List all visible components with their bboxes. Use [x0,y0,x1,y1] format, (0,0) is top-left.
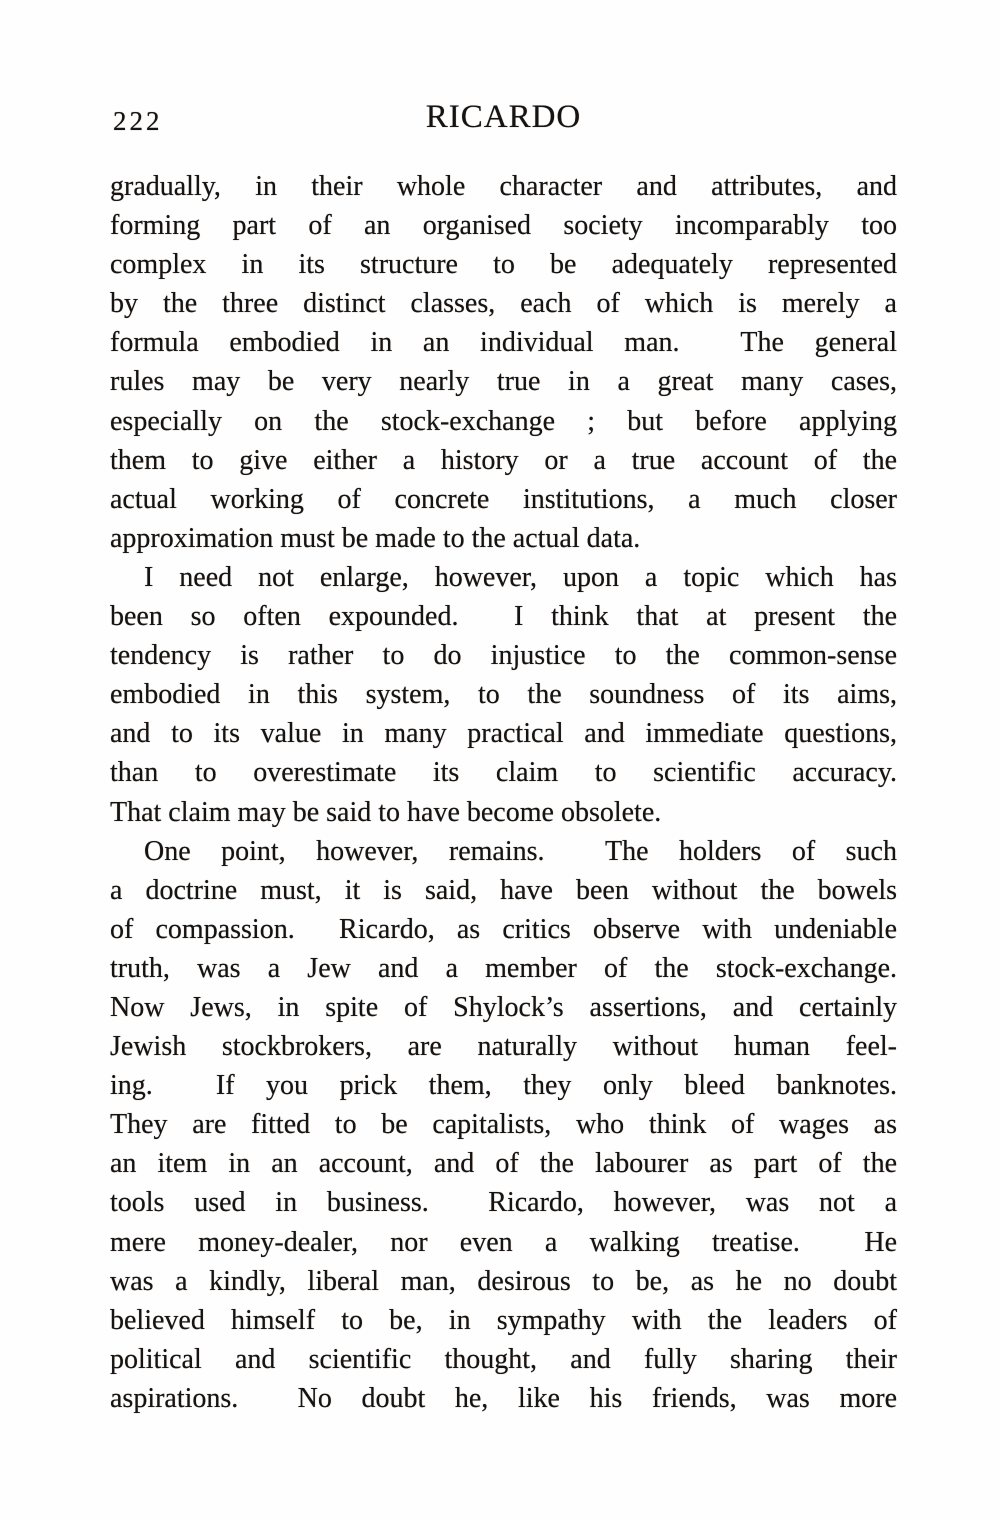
text-line: One point, however, remains. The holders of such [144,835,897,867]
text-line: tendency is rather to do injustice to the common-sense [110,640,897,672]
text-line: than to overestimate its claim to scientific accuracy. [110,757,897,789]
text-line: especially on the stock-exchange ; but before applying [110,405,897,437]
text-line: believed himself to be, in sympathy with the leaders of [110,1304,897,1336]
running-title: RICARDO [425,99,582,135]
text-line: them to give either a history or a true account of the [110,444,897,476]
text-line: and to its value in many practical and immediate questions, [110,718,897,750]
text-line: embodied in this system, to the soundness of its aims, [110,679,897,711]
text-line: I need not enlarge, however, upon a topic which has [144,561,897,593]
text-line: been so often expounded. I think that at present the [110,601,897,633]
body-text [110,167,897,1418]
text-line: Jewish stockbrokers, are naturally without human feel- [110,1031,897,1063]
text-line: an item in an account, and of the labourer as part of the [110,1148,897,1180]
text-line: gradually, in their whole character and attributes, and [110,171,897,202]
text-line: of compassion. Ricardo, as critics observe with undeniable [110,913,897,945]
page-number: 222 [113,106,163,136]
text-line: mere money-dealer, nor even a walking treatise. He [110,1226,897,1258]
text-line: Now Jews, in spite of Shylock’s assertions, and certainly [110,991,897,1023]
text-line: was a kindly, liberal man, desirous to be, as he no doubt [110,1265,897,1297]
text-line: complex in its structure to be adequately represented [110,249,897,281]
text-line: political and scientific thought, and fully sharing their [110,1343,897,1375]
text-line: formula embodied in an individual man. The general [110,327,897,359]
running-head [110,99,897,139]
text-line: by the three distinct classes, each of which is merely a [110,288,897,320]
text-line: That claim may be said to have become obsolete. [110,796,662,828]
text-line: forming part of an organised society incomparably too [110,210,897,242]
text-line: They are fitted to be capitalists, who think of wages as [110,1109,897,1141]
text-line: ing. If you prick them, they only bleed banknotes. [110,1070,897,1102]
text-line: rules may be very nearly true in a great many cases, [110,366,897,398]
text-line: aspirations. No doubt he, like his friends, was more [110,1382,897,1414]
text-line: a doctrine must, it is said, have been without the bowels [110,874,897,906]
text-line: tools used in business. Ricardo, however, was not a [110,1187,897,1219]
text-line: approximation must be made to the actual data. [110,522,641,554]
text-line: actual working of concrete institutions, a much closer [110,483,897,515]
text-line: truth, was a Jew and a member of the stock-exchange. [110,952,897,984]
